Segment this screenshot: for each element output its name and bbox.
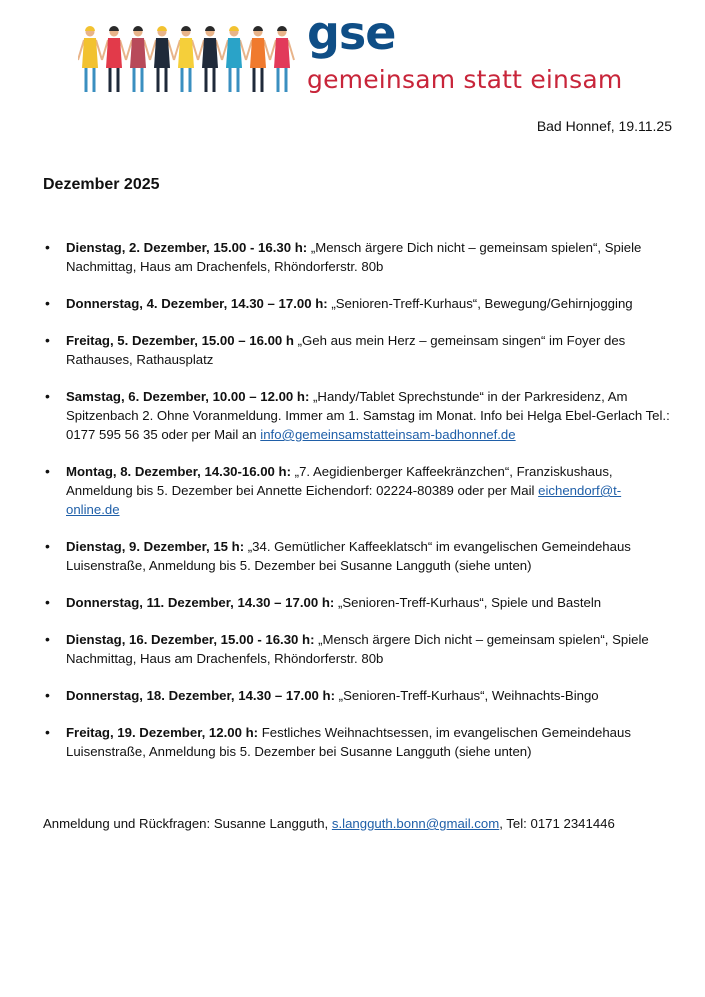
event-item xyxy=(43,723,673,761)
event-date-time: Dienstag, 9. Dezember, 15 h: xyxy=(66,539,245,554)
bullet-icon: • xyxy=(45,594,50,610)
person-figure xyxy=(174,26,198,92)
logo-tagline: gemeinsam statt einsam xyxy=(307,65,623,94)
bullet-icon: • xyxy=(45,463,50,479)
event-list xyxy=(43,238,673,779)
event-item xyxy=(43,331,673,369)
event-description: „Senioren-Treff-Kurhaus“, Bewegung/Gehirnjogging xyxy=(327,296,633,311)
contact-footer xyxy=(43,816,615,831)
event-date-time: Montag, 8. Dezember, 14.30-16.00 h: xyxy=(66,464,292,479)
event-date-time: Samstag, 6. Dezember, 10.00 – 12.00 h: xyxy=(66,389,310,404)
bullet-icon: • xyxy=(45,724,50,740)
event-date-time: Dienstag, 2. Dezember, 15.00 - 16.30 h: xyxy=(66,240,308,255)
event-description: „7. Aegidienberger Kaffeekränzchen“, Franziskushaus, Anmeldung bis 5. Dezember bei Annette Eichendorf: 02224-80389 oder per Mail xyxy=(66,464,613,498)
event-item xyxy=(43,593,673,612)
event-item xyxy=(43,238,673,276)
person-figure xyxy=(270,26,294,92)
page-heading: Dezember 2025 xyxy=(43,176,160,193)
person-figure xyxy=(246,26,270,92)
event-email-link[interactable]: eichendorf@t-online.de xyxy=(66,483,622,517)
bullet-icon: • xyxy=(45,687,50,703)
event-date-time: Freitag, 5. Dezember, 15.00 – 16.00 h xyxy=(66,333,294,348)
gse-logo xyxy=(78,6,638,102)
event-email-link[interactable]: info@gemeinsamstatteinsam-badhonnef.de xyxy=(260,427,516,442)
footer-prefix: Anmeldung und Rückfragen: Susanne Langguth, xyxy=(43,816,332,831)
footer-phone: , Tel: 0171 2341446 xyxy=(499,816,615,831)
event-date-time: Freitag, 19. Dezember, 12.00 h: xyxy=(66,725,259,740)
event-description: „Mensch ärgere Dich nicht – gemeinsam spielen“, Spiele Nachmittag, Haus am Drachenfels, Rhöndorferstr. 80b xyxy=(66,240,642,274)
event-description: „34. Gemütlicher Kaffeeklatsch“ im evangelischen Gemeindehaus Luisenstraße, Anmeldung bis 5. Dezember bei Susanne Langguth (siehe unten) xyxy=(66,539,631,573)
event-description: „Senioren-Treff-Kurhaus“, Weihnachts-Bingo xyxy=(335,688,599,703)
event-date-time: Donnerstag, 4. Dezember, 14.30 – 17.00 h: xyxy=(66,296,328,311)
event-item xyxy=(43,686,673,705)
bullet-icon: • xyxy=(45,239,50,255)
event-item xyxy=(43,537,673,575)
bullet-icon: • xyxy=(45,388,50,404)
event-description: „Geh aus mein Herz – gemeinsam singen“ im Foyer des Rathauses, Rathausplatz xyxy=(66,333,626,367)
bullet-icon: • xyxy=(45,295,50,311)
person-figure xyxy=(78,26,102,92)
person-figure xyxy=(222,26,246,92)
person-figure xyxy=(126,26,150,92)
event-description: Festliches Weihnachtsessen, im evangelischen Gemeindehaus Luisenstraße, Anmeldung bis 5. Dezember bei Susanne Langguth (siehe unten) xyxy=(66,725,631,759)
bullet-icon: • xyxy=(45,332,50,348)
event-date-time: Dienstag, 16. Dezember, 15.00 - 16.30 h: xyxy=(66,632,315,647)
event-item xyxy=(43,294,673,313)
event-description: „Mensch ärgere Dich nicht – gemeinsam spielen“, Spiele Nachmittag, Haus am Drachenfels, Rhöndorferstr. 80b xyxy=(66,632,649,666)
bullet-icon: • xyxy=(45,631,50,647)
logo-wordmark: gse xyxy=(307,6,396,60)
event-item xyxy=(43,387,673,444)
event-date-time: Donnerstag, 11. Dezember, 14.30 – 17.00 h: xyxy=(66,595,335,610)
event-description: „Handy/Tablet Sprechstunde“ in der Parkresidenz, Am Spitzenbach 2. Ohne Voranmeldung. Immer am 1. Samstag im Monat. Info bei Helga Ebel-Gerlach Tel.: 0177 595 56 35 oder per Mail an xyxy=(66,389,670,442)
footer-email-link[interactable]: s.langguth.bonn@gmail.com xyxy=(331,816,500,831)
bullet-icon: • xyxy=(45,538,50,554)
person-figure xyxy=(102,26,126,92)
person-figure xyxy=(150,26,174,92)
place-date: Bad Honnef, 19.11.25 xyxy=(536,118,672,134)
person-figure xyxy=(198,26,222,92)
event-date-time: Donnerstag, 18. Dezember, 14.30 – 17.00 h: xyxy=(66,688,336,703)
people-holding-hands-illustration xyxy=(78,18,300,96)
event-item xyxy=(43,462,673,519)
event-item xyxy=(43,630,673,668)
event-description: „Senioren-Treff-Kurhaus“, Spiele und Basteln xyxy=(334,595,602,610)
